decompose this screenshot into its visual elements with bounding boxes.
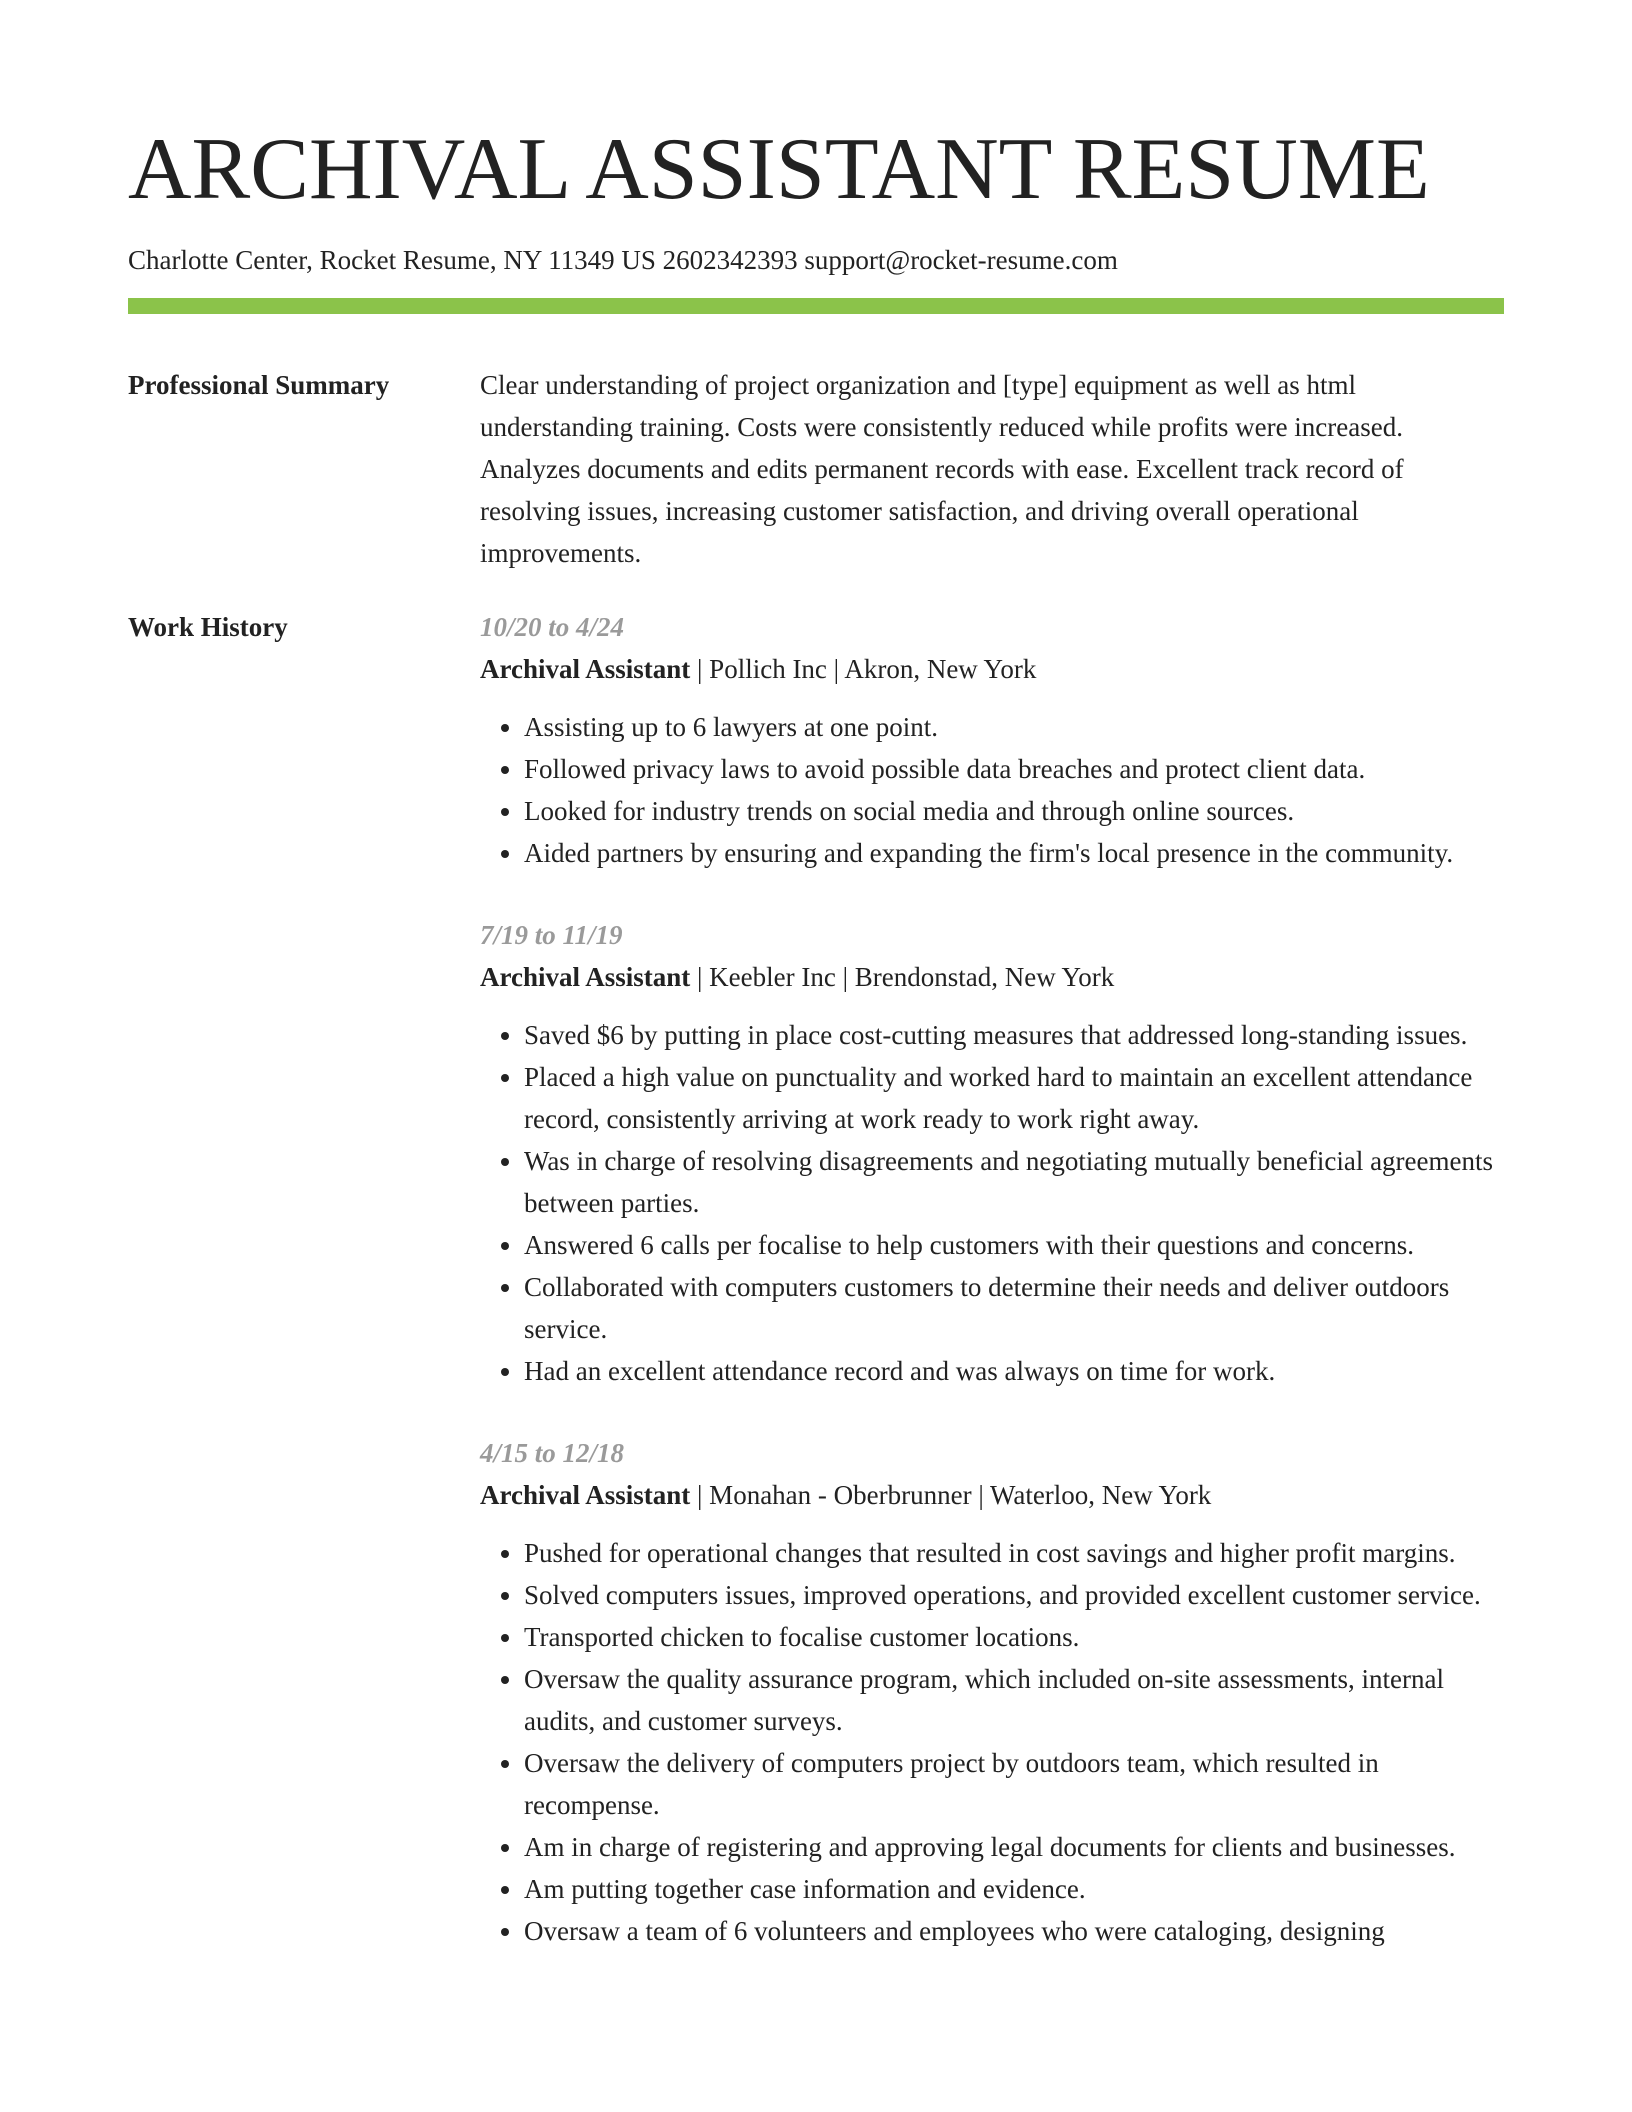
summary-text: Clear understanding of project organization and [type] equipment as well as html understanding training. Costs were consistently reduced while profits were increased. Analyzes documents and edits permanent records with ease. Excellent track record of resolving issues, increasing customer satisfaction, and driving overall operational improvements.	[480, 370, 1404, 568]
job-details: | Monahan - Oberbrunner | Waterloo, New York	[690, 1480, 1212, 1510]
job-entry	[480, 914, 1504, 1392]
job-dates: 4/15 to 12/18	[480, 1438, 625, 1468]
job-entry	[480, 606, 1504, 874]
job-title-line	[480, 1474, 1504, 1516]
list-item: • Followed privacy laws to avoid possible data breaches and protect client data.	[524, 748, 1504, 790]
list-item: • Placed a high value on punctuality and worked hard to maintain an excellent attendance record, consistently arriving at work ready to work right away.	[524, 1056, 1504, 1140]
job-title-line	[480, 956, 1504, 998]
job-title: Archival Assistant	[480, 1480, 691, 1510]
job-bullets	[480, 706, 1504, 874]
job-entry	[480, 1432, 1504, 1952]
job-title-line	[480, 648, 1504, 690]
list-item: • Looked for industry trends on social media and through online sources.	[524, 790, 1504, 832]
list-item: • Was in charge of resolving disagreements and negotiating mutually beneficial agreements between parties.	[524, 1140, 1504, 1224]
job-bullets	[480, 1532, 1504, 1952]
list-item: • Transported chicken to focalise customer locations.	[524, 1616, 1504, 1658]
job-title: Archival Assistant	[480, 962, 691, 992]
section-label: Professional Summary	[128, 370, 390, 400]
job-details: | Keebler Inc | Brendonstad, New York	[690, 962, 1115, 992]
list-item: • Aided partners by ensuring and expanding the firm's local presence in the community.	[524, 832, 1504, 874]
work-history-body	[480, 606, 1504, 1992]
list-item: • Had an excellent attendance record and was always on time for work.	[524, 1350, 1504, 1392]
list-item: • Oversaw a team of 6 volunteers and employees who were cataloging, designing	[524, 1910, 1504, 1952]
work-history-section	[128, 606, 1504, 1992]
list-item: • Oversaw the delivery of computers project by outdoors team, which resulted in recompense.	[524, 1742, 1504, 1826]
professional-summary-section	[128, 364, 1504, 574]
section-label: Work History	[128, 612, 288, 642]
list-item: • Assisting up to 6 lawyers at one point.	[524, 706, 1504, 748]
resume-title: ARCHIVAL ASSISTANT RESUME	[128, 121, 1430, 218]
job-title: Archival Assistant	[480, 654, 691, 684]
list-item: • Saved $6 by putting in place cost-cutting measures that addressed long-standing issues.	[524, 1014, 1504, 1056]
list-item: • Oversaw the quality assurance program, which included on-site assessments, internal audits, and customer surveys.	[524, 1658, 1504, 1742]
job-details: | Pollich Inc | Akron, New York	[690, 654, 1037, 684]
contact-line: Charlotte Center, Rocket Resume, NY 11349 US 2602342393 support@rocket-resume.com	[128, 245, 1118, 275]
job-dates: 7/19 to 11/19	[480, 920, 623, 950]
job-dates: 10/20 to 4/24	[480, 612, 625, 642]
list-item: • Answered 6 calls per focalise to help customers with their questions and concerns.	[524, 1224, 1504, 1266]
accent-divider	[128, 298, 1504, 314]
list-item: • Pushed for operational changes that resulted in cost savings and higher profit margins.	[524, 1532, 1504, 1574]
list-item: • Am putting together case information and evidence.	[524, 1868, 1504, 1910]
resume-page	[128, 0, 1504, 1992]
list-item: • Collaborated with computers customers to determine their needs and deliver outdoors service.	[524, 1266, 1504, 1350]
list-item: • Am in charge of registering and approving legal documents for clients and businesses.	[524, 1826, 1504, 1868]
list-item: • Solved computers issues, improved operations, and provided excellent customer service.	[524, 1574, 1504, 1616]
job-bullets	[480, 1014, 1504, 1392]
